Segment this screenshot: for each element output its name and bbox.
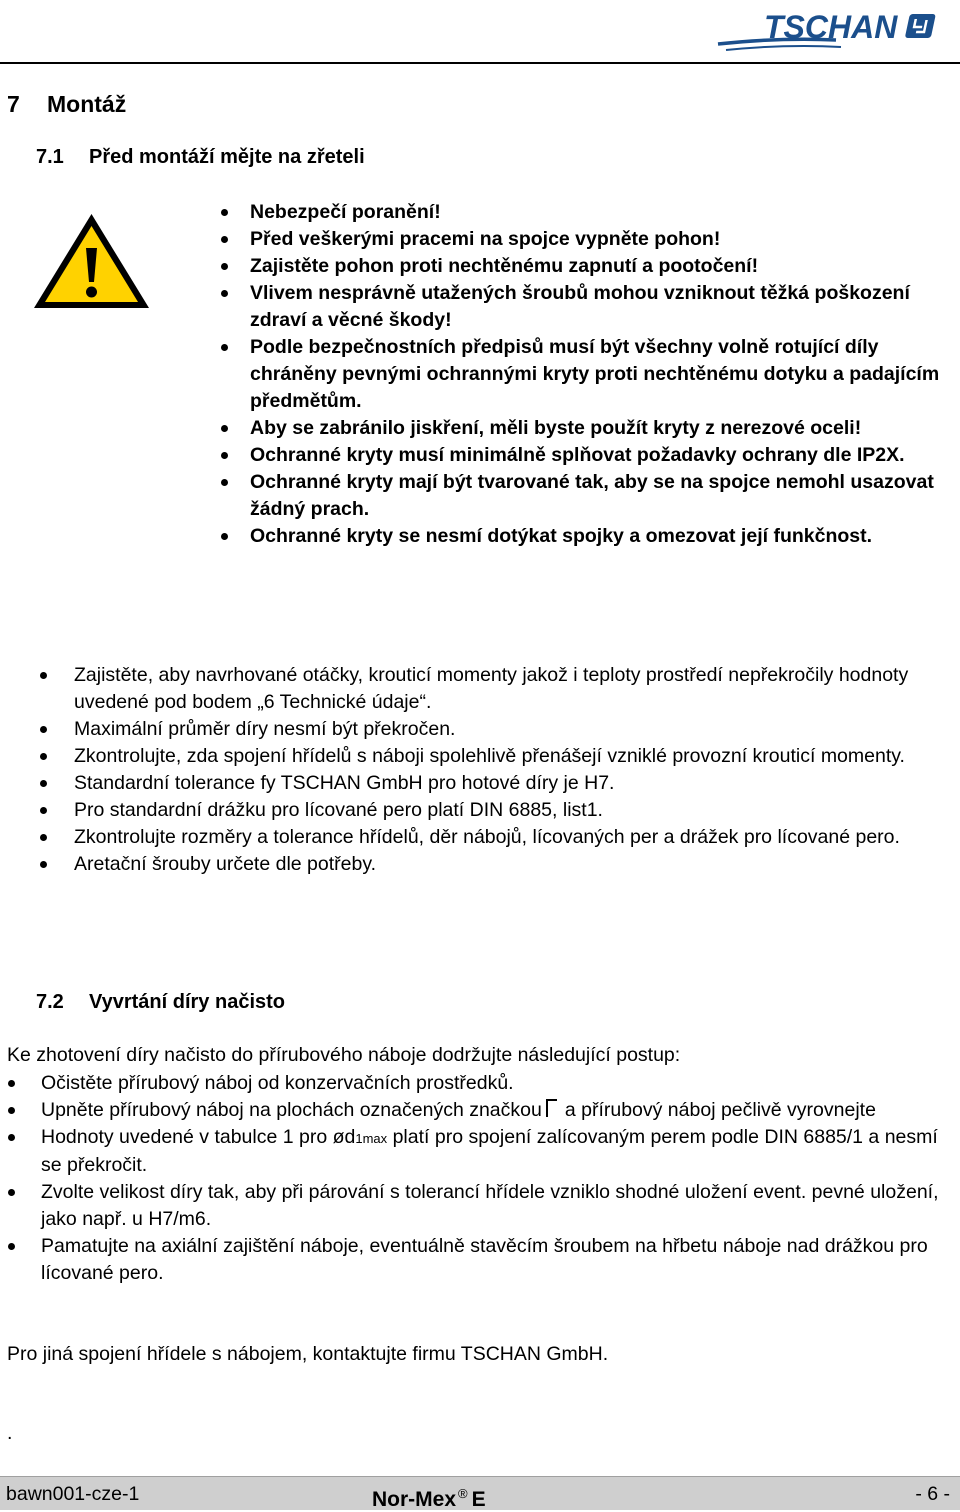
clamping-mark-icon	[546, 1099, 557, 1117]
bullet-icon	[221, 209, 228, 216]
list-item: Ochranné kryty se nesmí dotýkat spojky a omezovat její funkčnost.	[250, 523, 955, 550]
list-item: Zvolte velikost díry tak, aby při párování s tolerancí hřídele vzniklo shodné uložení event. pevné uložení, jako např. u H7/m6.	[41, 1179, 953, 1233]
bullet-icon	[40, 753, 47, 760]
bullet-icon	[40, 807, 47, 814]
bullet-icon	[40, 861, 47, 868]
list-item: Aby se zabránilo jiskření, měli byste použít kryty z nerezové oceli!	[250, 415, 955, 442]
list-item: Upněte přírubový náboj na plochách označených značkou a přírubový náboj pečlivě vyrovnejte	[41, 1097, 953, 1124]
warning-triangle-icon	[30, 210, 153, 312]
procedure-intro: Ke zhotovení díry načisto do přírubového náboje dodržujte následující postup:	[7, 1044, 681, 1066]
bullet-icon	[8, 1243, 15, 1250]
subsection-number: 7.2	[36, 991, 64, 1013]
bullet-icon	[40, 834, 47, 841]
list-item: Zkontrolujte rozměry a tolerance hřídelů, děr nábojů, lícovaných per a drážek pro lícované pero.	[74, 824, 954, 851]
list-item: Zajistěte, aby navrhované otáčky, krouticí momenty jakož i teploty prostředí nepřekročily hodnoty uvedené pod bodem „6 Technické údaje“.	[74, 662, 954, 716]
subsection-heading-7-1	[36, 143, 365, 171]
document-code: bawn001-cze-1	[6, 1483, 140, 1505]
subsection-title: Vyvrtání díry načisto	[89, 991, 285, 1013]
subsection-number: 7.1	[36, 146, 64, 168]
list-item: Standardní tolerance fy TSCHAN GmbH pro hotové díry je H7.	[74, 770, 954, 797]
page-footer	[0, 1476, 960, 1510]
list-item: Hodnoty uvedené v tabulce 1 pro ød1max platí pro spojení zalícovaným perem podle DIN 6885/1 a nesmí se překročit.	[41, 1124, 953, 1179]
bullet-icon	[221, 533, 228, 540]
section-title: Montáž	[47, 91, 127, 117]
section-number: 7	[7, 91, 20, 117]
product-title: Nor-Mex ® E	[372, 1486, 486, 1511]
bullet-icon	[8, 1107, 15, 1114]
boring-procedure-list	[41, 1070, 953, 1287]
bullet-icon	[8, 1134, 15, 1141]
list-item: Nebezpečí poranění!	[250, 199, 955, 226]
subsection-title: Před montáží mějte na zřeteli	[89, 146, 365, 168]
list-item: Aretační šrouby určete dle potřeby.	[74, 851, 954, 878]
tschan-emblem-icon	[905, 14, 936, 38]
list-item: Zkontrolujte, zda spojení hřídelů s náboji spolehlivě přenášejí vzniklé provozní krouticí momenty.	[74, 743, 954, 770]
safety-warning-list	[250, 199, 955, 550]
list-item: Zajistěte pohon proti nechtěnému zapnutí a pootočení!	[250, 253, 955, 280]
list-item: Před veškerými pracemi na spojce vypněte pohon!	[250, 226, 955, 253]
registered-mark: ®	[458, 1486, 468, 1501]
bullet-icon	[221, 236, 228, 243]
list-item: Pro standardní drážku pro lícované pero platí DIN 6885, list1.	[74, 797, 954, 824]
bullet-icon	[221, 263, 228, 270]
list-item: Pamatujte na axiální zajištění náboje, eventuálně stavěcím šroubem na hřbetu náboje nad drážkou pro lícované pero.	[41, 1233, 953, 1287]
stray-dot: .	[7, 1422, 13, 1444]
subsection-heading-7-2	[36, 988, 285, 1016]
list-item: Očistěte přírubový náboj od konzervačních prostředků.	[41, 1070, 953, 1097]
list-item: Maximální průměr díry nesmí být překročen.	[74, 716, 954, 743]
bullet-icon	[8, 1080, 15, 1087]
page-number: - 6 -	[915, 1483, 950, 1505]
section-heading	[7, 88, 126, 120]
bullet-icon	[221, 425, 228, 432]
bullet-icon	[221, 452, 228, 459]
bullet-icon	[221, 479, 228, 486]
header-divider	[0, 62, 960, 64]
bullet-icon	[221, 290, 228, 297]
bullet-icon	[40, 780, 47, 787]
bullet-icon	[8, 1189, 15, 1196]
pre-assembly-check-list	[74, 662, 954, 878]
list-item: Ochranné kryty musí minimálně splňovat požadavky ochrany dle IP2X.	[250, 442, 955, 469]
list-item: Vlivem nesprávně utažených šroubů mohou vzniknout těžká poškození zdraví a věcné škody!	[250, 280, 955, 334]
bullet-icon	[221, 344, 228, 351]
bullet-icon	[40, 672, 47, 679]
tschan-logo	[716, 4, 948, 54]
list-item: Ochranné kryty mají být tvarované tak, aby se na spojce nemohl usazovat žádný prach.	[250, 469, 955, 523]
list-item: Podle bezpečnostních předpisů musí být všechny volně rotující díly chráněny pevnými ochrannými kryty proti nechtěnému dotyku a padajícím předmětům.	[250, 334, 955, 415]
contact-note: Pro jiná spojení hřídele s nábojem, kontaktujte firmu TSCHAN GmbH.	[7, 1343, 609, 1365]
bullet-icon	[40, 726, 47, 733]
logo-text: TSCHAN	[764, 9, 898, 45]
